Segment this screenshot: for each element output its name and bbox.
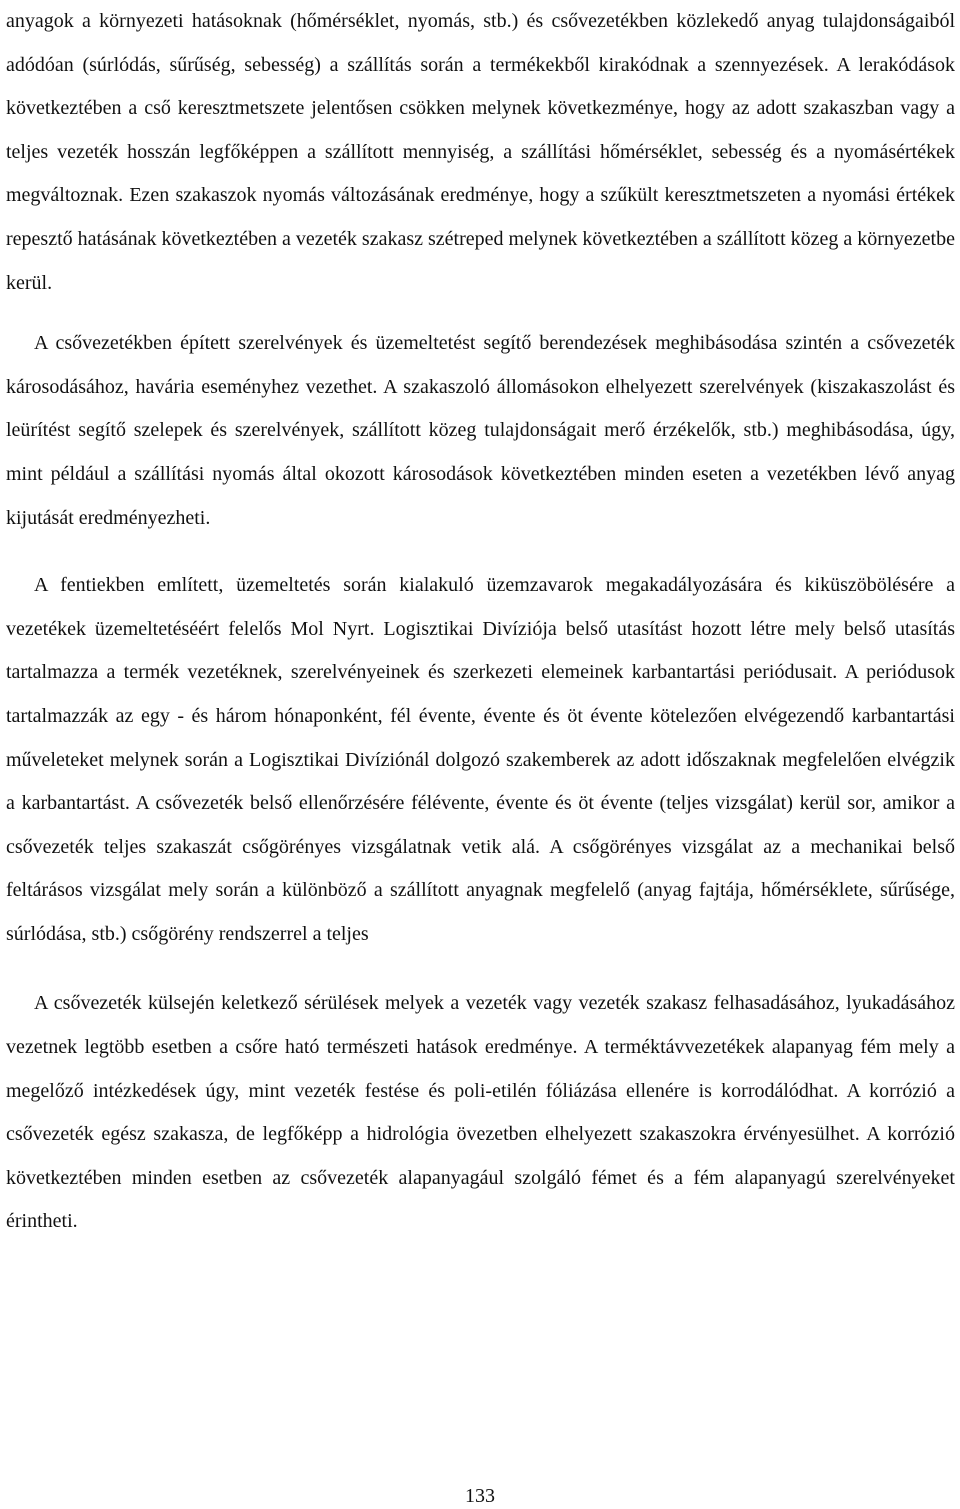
paragraph-4: A csővezeték külsején keletkező sérülések melyek a vezeték vagy vezeték szakasz felhasadásához, lyukadásához vezetnek legtöbb esetben a csőre ható természeti hatások eredménye. A terméktávvezetékek alapanyag fém mely a megelőző intézkedések úgy, mint vezeték festése és poli-etilén fóliázása ellenére is korrodálódhat. A korrózió a csővezeték egész szakasza, de legfőképp a hidrológia övezetben elhelyezett szakaszokra érvényesülhet. A korrózió következtében minden esetben az csővezeték alapanyagául szolgáló fémet és a fém alapanyagú szerelvényeket érintheti. xyxy=(6,992,955,1233)
paragraph-1: anyagok a környezeti hatásoknak (hőmérséklet, nyomás, stb.) és csővezetékben közlekedő anyag tulajdonságaiból adódóan (súrlódás, sűrűség, sebesség) a szállítás során a termékekből kirakódnak a szennyezések. A lerakódások következtében a cső keresztmetszete jelentősen csökken melynek következménye, hogy az adott szakaszban vagy a teljes vezeték hosszán legfőképpen a szállított mennyiség, a szállítási hőmérséklet, sebesség és a nyomásértékek megváltoznak. Ezen szakaszok nyomás változásának eredménye, hogy a szűkült keresztmetszeten a nyomási értékek repesztő hatásának következtében a vezeték szakasz szétreped melynek következtében a szállított közeg a környezetbe kerül. xyxy=(6,10,955,294)
paragraph-2: A csővezetékben épített szerelvények és üzemeltetést segítő berendezések meghibásodása szintén a csővezeték károsodásához, havária eseményhez vezethet. A szakaszoló állomásokon elhelyezett szerelvények (kiszakaszolást és leürítést segítő szelepek és szerelvények, szállított közeg tulajdonságait merő érzékelők, stb.) meghibásodása, úgy, mint például a szállítási nyomás által okozott károsodások következtében minden eseten a vezetékben lévő anyag kijutását eredményezheti. xyxy=(6,332,955,529)
page-number: 133 xyxy=(465,1485,495,1507)
paragraph-3: A fentiekben említett, üzemeltetés során kialakuló üzemzavarok megakadályozására és kiküszöbölésére a vezetékek üzemeltetéséért felelős Mol Nyrt. Logisztikai Divíziója belső utasítást hozott létre mely belső utasítás tartalmazza a termék vezetéknek, szerelvényeinek és szerkezeti elemeinek karbantartási periódusait. A periódusok tartalmazzák az egy - és három hónaponként, fél évente, évente és öt évente kötelezően elvégezendő karbantartási műveleteket melynek során a Logisztikai Divíziónál dolgozó szakemberek az adott időszaknak megfelelően elvégzik a karbantartást. A csővezeték belső ellenőrzésére félévente, évente és öt évente (teljes vizsgálat) kerül sor, amikor a csővezeték teljes szakaszát csőgörényes vizsgálatnak vetik alá. A csőgörényes vizsgálat az a mechanikai belső feltárásos vizsgálat mely során a különböző a szállított anyagnak megfelelő (anyag fajtája, hőmérséklete, sűrűsége, súrlódása, stb.) csőgörény rendszerrel a teljes xyxy=(6,574,955,945)
document-page xyxy=(6,0,955,1244)
